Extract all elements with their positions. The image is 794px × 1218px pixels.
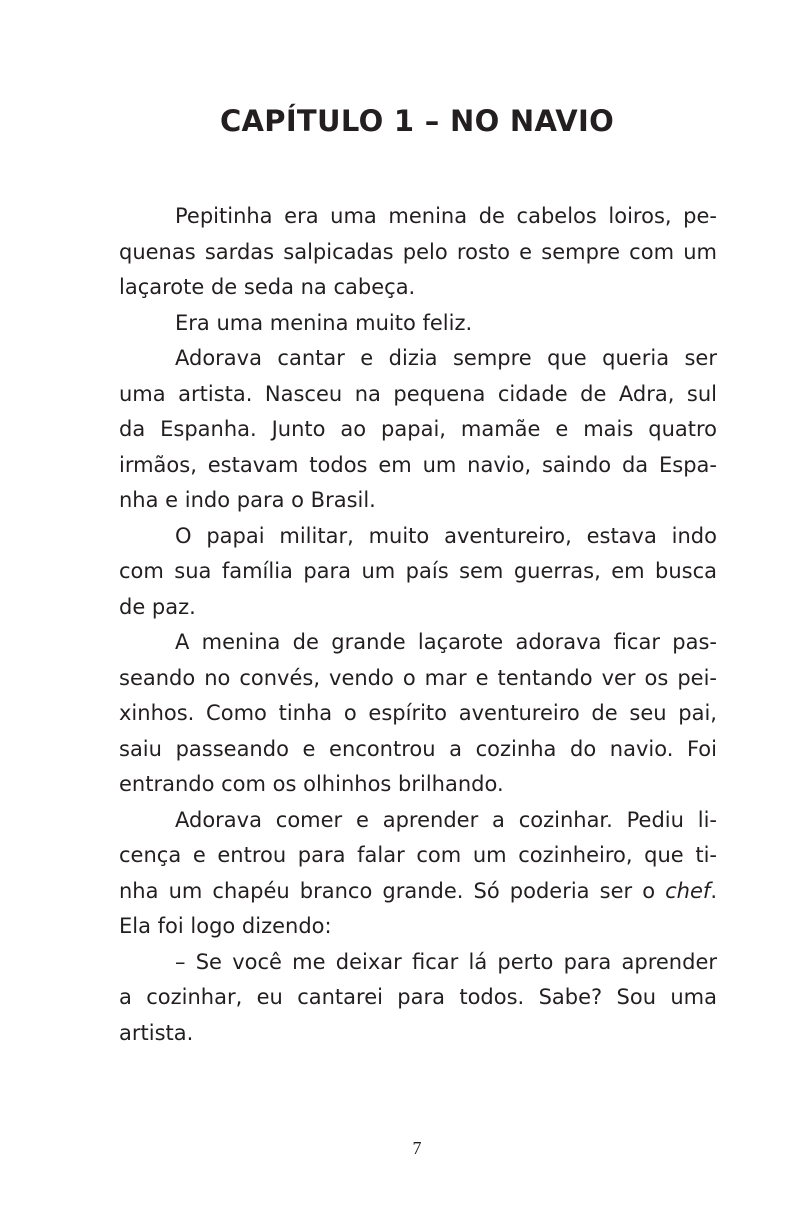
page-number: 7 <box>412 1138 422 1158</box>
text-line: artista. <box>119 1020 194 1045</box>
text-line: Adorava comer e aprender a cozinhar. Pediu li- <box>175 807 717 832</box>
text-line: a cozinhar, eu cantarei para todos. Sabe? Sou uma <box>119 985 717 1009</box>
text-line: Pepitinha era uma menina de cabelos loiros, pe- <box>175 204 717 228</box>
text-line: Era uma menina muito feliz. <box>175 310 473 335</box>
text-run: . <box>710 878 717 903</box>
text-line: quenas sardas salpicadas pelo rosto e sempre com um <box>119 239 717 264</box>
text-line: da Espanha. Junto ao papai, mamãe e mais quatro <box>119 417 717 441</box>
text-line: saiu passeando e encontrou a cozinha do navio. Foi <box>119 736 717 761</box>
text-line: de paz. <box>119 594 196 619</box>
text-line: com sua família para um país sem guerras, em busca <box>119 559 717 583</box>
text-line: Ela foi logo dizendo: <box>119 914 332 938</box>
text-line: uma artista. Nasceu na pequena cidade de Adra, sul <box>119 381 717 406</box>
text-line: xinhos. Como tinha o espírito aventureiro de seu pai, <box>119 701 717 725</box>
italic-word: chef <box>665 878 711 903</box>
text-line: – Se você me deixar ficar lá perto para aprender <box>175 949 717 974</box>
text-line: A menina de grande laçarote adorava ficar pas- <box>175 630 717 654</box>
chapter-body <box>119 199 717 1051</box>
text-line: nha e indo para o Brasil. <box>119 488 376 512</box>
text-line: laçarote de seda na cabeça. <box>119 275 416 299</box>
text-run: nha um chapéu branco grande. Só poderia ser o <box>119 878 666 903</box>
chapter-title: CAPÍTULO 1 – NO NAVIO <box>219 104 615 138</box>
text-line: cença e entrou para falar com um cozinheiro, que ti- <box>119 843 717 867</box>
text-line: O papai militar, muito aventureiro, estava indo <box>175 523 717 548</box>
text-line: irmãos, estavam todos em um navio, saindo da Espa- <box>119 452 717 477</box>
text-line: seando no convés, vendo o mar e tentando ver os pei- <box>119 665 717 690</box>
text-line: Adorava cantar e dizia sempre que queria ser <box>175 346 717 370</box>
text-line <box>119 874 717 910</box>
text-line: entrando com os olhinhos brilhando. <box>119 772 504 796</box>
